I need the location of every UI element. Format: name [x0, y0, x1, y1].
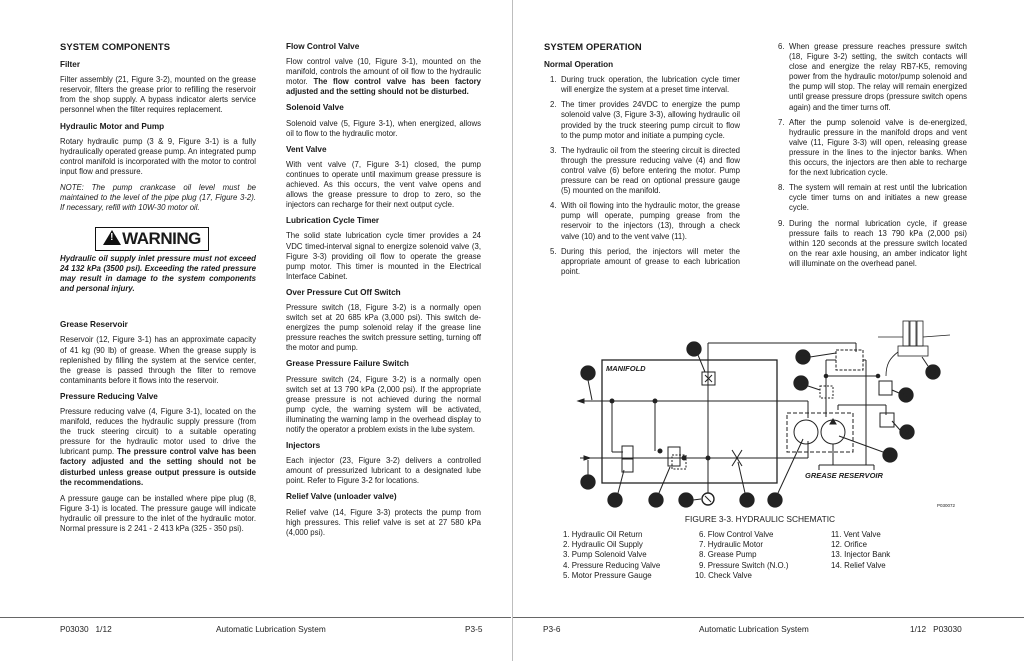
grease-reservoir-box [787, 413, 853, 452]
svg-text:14: 14 [902, 393, 910, 400]
callout-3 [608, 470, 624, 507]
callout-10 [794, 376, 820, 390]
legend-item: 8. Grease Pump [699, 550, 757, 560]
callout-2 [581, 460, 595, 489]
callout-11 [796, 350, 836, 364]
relief-valve-symbol [879, 381, 892, 395]
callout-7 [768, 439, 803, 507]
paragraph-pressure-gauge: A pressure gauge can be installed where pipe plug (8, Figure 3-1) is located. The pressure gauge will indicate hydraulic oil pressure to the inlet of the hydraulic motor. Normal pressure is 2 241 - 2 413 kPa (325 - 350 psi). [60, 493, 256, 533]
svg-text:13: 13 [929, 370, 937, 377]
legend-item: 7. Hydraulic Motor [699, 540, 764, 550]
prv-text: Pressure reducing valve (4, Figure 3-1), located on the manifold, reduces the hydraulic supply pressure (from the truck steering circuit) to a suitable operating pressure for the hydraulic motor used to drive the lubricant pump. [60, 406, 256, 457]
operation-steps-list-a [544, 75, 740, 277]
svg-text:6: 6 [744, 496, 750, 505]
warning-box [95, 227, 209, 251]
legend-item: 11. Vent Valve [831, 530, 881, 539]
warning-triangle-icon [103, 230, 121, 245]
paragraph-motor-pump: Rotary hydraulic pump (3 & 9, Figure 3-1) is a fully hydraulically operated grease pump. An integrated pump control manifold is incorporated with the motor to control input flow and pressure. [60, 136, 256, 176]
figure-id: P030072 [936, 503, 955, 508]
right-page-column-2 [772, 42, 967, 274]
operation-step: 3. The hydraulic oil from the steering circuit is directed through the pressure reducing valve (4) and flow control valve (6) before entering the motor. Pump pressure can be read on optional pressure gauge (5) mounted on the manifold. [550, 145, 740, 196]
legend-item: 13. Injector Bank [831, 550, 891, 560]
callout-1 [581, 366, 595, 400]
fcv-text: Flow control valve (10, Figure 3-1), mounted on the manifold, controls the amount of oil flow to the hydraulic motor. [286, 57, 481, 87]
warning-text: Hydraulic oil supply inlet pressure must not exceed 24 132 kPa (3500 psi). Exceeding the rated pressure may result in damage to the system components and personal injury. [60, 254, 256, 294]
operation-step: 6. When grease pressure reaches pressure switch (18, Figure 3-2) setting, the switch contacts will close and energize the relay RB7-K5, removing power from the hydraulic motor/pump solenoid and the pump will stop. The relay will remain energized until grease pressure drops (pressure switch opens again) and the timer turns off. [778, 42, 967, 112]
legend-item: 5. Motor Pressure Gauge [563, 570, 652, 580]
section-title-operation: SYSTEM OPERATION [544, 41, 642, 52]
paragraph-grease-pressure-failure-switch: Pressure switch (24, Figure 3-2) is a normally open switch set at 13 790 kPa (2,000 psi). If the appropriate grease pressure is not achieved during the normal pump cycle, the warning system will be activated, illuminating the warning lamp in the overhead display to notify the operator a problem exists in the lube system. [286, 374, 481, 434]
paragraph-filter: Filter assembly (21, Figure 3-2), mounted on the grease reservoir, filters the grease prior to refilling the reservoir from the shop supply. A bypass indicator alerts service personnel when the filter requires replacement. [60, 75, 256, 115]
operation-step: 5. During this period, the injectors will meter the appropriate amount of grease to each lubrication point. [550, 246, 740, 276]
heading-solenoid-valve: Solenoid Valve [286, 103, 344, 113]
operation-step: 8. The system will remain at rest until the lubrication cycle timer turns on and initiates a new grease cycle. [778, 183, 967, 213]
right-footer-rule [513, 617, 1024, 618]
left-footer-page: P3-5 [465, 624, 483, 634]
grease-reservoir-label: GREASE RESERVOIR [805, 471, 883, 480]
svg-text:8: 8 [887, 451, 893, 460]
callout-4 [649, 467, 670, 507]
operation-step: 1. During truck operation, the lubrication cycle timer will energize the system at a preset time interval. [550, 75, 740, 95]
heading-injectors: Injectors [286, 441, 321, 451]
svg-text:1: 1 [585, 369, 591, 378]
legend-item: 1. Hydraulic Oil Return [563, 530, 643, 539]
right-footer-title: Automatic Lubrication System [699, 624, 809, 634]
left-page-column-2 [286, 42, 481, 544]
hydraulic-motor-symbol [794, 420, 818, 444]
right-page-column-1 [544, 42, 740, 282]
heading-relief-valve: Relief Valve (unloader valve) [286, 492, 397, 502]
svg-text:12: 12 [690, 347, 698, 354]
left-footer-rule [0, 617, 511, 618]
heading-grease-pressure-failure-switch: Grease Pressure Failure Switch [286, 359, 409, 369]
legend-column-1 [563, 530, 660, 581]
svg-text:9: 9 [904, 428, 910, 437]
paragraph-lubrication-cycle-timer: The solid state lubrication cycle timer provides a 24 VDC timed-interval signal to energize solenoid valve (3, Figure 3-3) providing oil flow to operate the grease pump motor. This timer is mounted in the Electrical Interface Cabinet. [286, 231, 481, 281]
paragraph-grease-reservoir: Reservoir (12, Figure 3-1) has an approximate capacity of 41 kg (90 lb) of grease. When the grease supply is replenished by filling the system at the service center, the grease is passed through the filter to remove contaminants before it flows into the reservoir. [60, 335, 256, 385]
legend-item: 3. Pump Solenoid Valve [563, 550, 647, 560]
legend-item: 9. Pressure Switch (N.O.) [699, 560, 789, 570]
left-page-column-1 [60, 42, 256, 540]
legend-item: 2. Hydraulic Oil Supply [563, 540, 643, 550]
paragraph-solenoid-valve: Solenoid valve (5, Figure 3-1), when energized, allows oil to flow to the hydraulic motor. [286, 118, 481, 138]
pressure-reducing-valve-symbol [668, 447, 680, 466]
svg-text:5: 5 [683, 496, 689, 505]
legend-item: 10. Check Valve [695, 570, 752, 580]
heading-pressure-reducing-valve: Pressure Reducing Valve [60, 391, 158, 401]
warning-label: WARNING [122, 229, 201, 249]
callout-12 [687, 342, 705, 372]
paragraph-pressure-reducing-valve [60, 407, 256, 488]
svg-text:11: 11 [799, 355, 807, 362]
return-arrow-icon [578, 399, 584, 403]
callout-13 [922, 357, 940, 379]
heading-vent-valve: Vent Valve [286, 144, 327, 154]
manifold-box [602, 360, 777, 483]
svg-text:3: 3 [612, 496, 618, 505]
paragraph-flow-control-valve [286, 57, 481, 97]
legend-item: 4. Pressure Reducing Valve [563, 560, 661, 570]
fcv-bold-text: The flow control valve has been factory adjusted and the setting should not be disturbed. [286, 77, 481, 97]
left-footer-code: P03030 1/12 [60, 624, 112, 634]
right-footer-code: 1/12 P03030 [910, 624, 962, 634]
operation-step: 4. With oil flowing into the hydraulic motor, the grease pump will operate, pumping grease from the reservoir to the injectors (13), through a check valve (10) and to the vent valve (11). [550, 201, 740, 241]
heading-flow-control-valve: Flow Control Valve [286, 42, 360, 51]
heading-grease-reservoir: Grease Reservoir [60, 320, 128, 330]
hydraulic-schematic [560, 300, 960, 515]
paragraph-vent-valve: With vent valve (7, Figure 3-1) closed, the pump continues to operate until maximum grease pressure is achieved. As this occurs, the vent valve opens and allows the grease pressure to drop to zero, so the injectors can recharge for their next output cycle. [286, 159, 481, 210]
callout-8 [839, 436, 897, 462]
heading-motor-pump: Hydraulic Motor and Pump [60, 121, 165, 131]
pressure-switch-symbol [880, 413, 894, 427]
heading-filter: Filter [60, 60, 81, 70]
supply-arrow-icon [584, 456, 590, 460]
svg-text:7: 7 [772, 496, 778, 505]
heading-over-pressure-switch: Over Pressure Cut Off Switch [286, 287, 401, 297]
operation-step: 2. The timer provides 24VDC to energize the pump solenoid valve (3, Figure 3-3), allowing hydraulic oil provided by the truck steering pump circuit to flow to the pump motor and initiate a pumping cycle. [550, 100, 740, 140]
callout-6 [738, 462, 754, 507]
operation-step: 7. After the pump solenoid valve is de-energized, hydraulic pressure in the manifold drops and vent valve (11, Figure 3-3) will open, releasing grease pressure in the lines to the injector banks. When this occurs, the injectors are then able to recharge for the next lubrication cycle. [778, 117, 967, 178]
paragraph-injectors: Each injector (23, Figure 3-2) delivers a controlled amount of pressurized lubricant to a designated lube point. Refer to Figure 3-2 for locations. [286, 456, 481, 486]
legend-item: 12. Orifice [831, 540, 867, 550]
legend-column-3 [831, 530, 890, 571]
note-crankcase: NOTE: The pump crankcase oil level must be maintained to the level of the pipe plug (17, Figure 3-2). If necessary, refill with 10W-30 motor oil. [60, 183, 256, 213]
heading-lubrication-cycle-timer: Lubrication Cycle Timer [286, 216, 380, 226]
legend-column-2 [695, 530, 788, 581]
section-title: SYSTEM COMPONENTS [60, 41, 171, 52]
callout-14 [892, 388, 913, 402]
callout-5 [679, 493, 701, 507]
paragraph-relief-valve: Relief valve (14, Figure 3-3) protects the pump from high pressures. This relief valve is set at 27 580 kPa (4,000 psi). [286, 507, 481, 537]
page-divider [512, 0, 513, 661]
prv-bold-text: The pressure control valve has been factory adjusted and the setting should not be disturbed unless grease output pressure is outside the recommendations. [60, 447, 257, 487]
legend-item: 14. Relief Valve [831, 560, 886, 570]
heading-normal-operation: Normal Operation [544, 60, 614, 70]
callout-9 [892, 421, 914, 439]
svg-text:10: 10 [797, 381, 805, 388]
svg-text:4: 4 [653, 496, 659, 505]
paragraph-over-pressure-switch: Pressure switch (18, Figure 3-2) is a normally open switch set at 20 685 kPa (3,000 psi). This switch de-energizes the pump solenoid relay if the grease line pressure reaches the switch pressure setting, turning off the motor and pump. [286, 302, 481, 353]
operation-step: 9. During the normal lubrication cycle, if grease pressure fails to reach 13 790 kPa (2,000 psi) within 120 seconds at the pressure switch located on the rear axle housing, an amber indicator light will illuminate on the overhead panel. [778, 218, 967, 268]
legend-item: 6. Flow Control Valve [699, 530, 774, 539]
manifold-label: MANIFOLD [606, 364, 646, 373]
vent-valve-symbol [836, 350, 863, 370]
svg-text:2: 2 [585, 478, 591, 487]
right-footer-page: P3-6 [543, 624, 561, 634]
figure-caption: FIGURE 3-3. HYDRAULIC SCHEMATIC [684, 514, 836, 524]
left-footer-title: Automatic Lubrication System [216, 624, 326, 634]
operation-steps-list-b [772, 42, 967, 269]
